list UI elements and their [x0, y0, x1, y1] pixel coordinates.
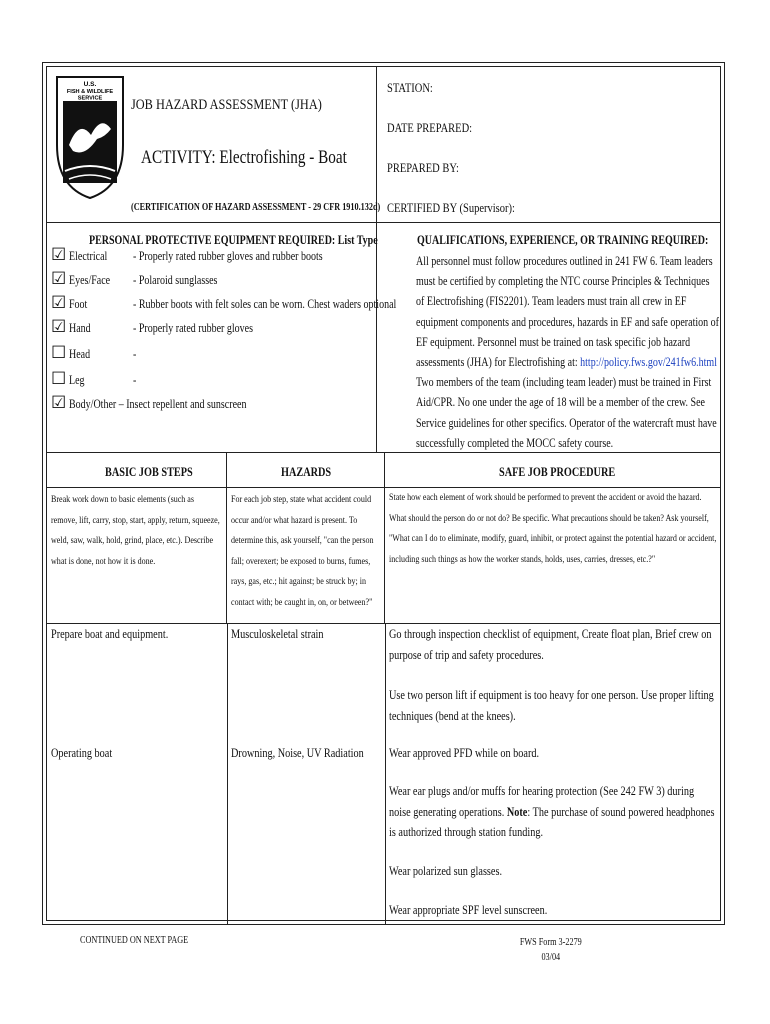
row2-procedure-2	[389, 781, 717, 843]
row2-procedure-1: Wear approved PFD while on board.	[389, 746, 540, 760]
certified-by-label: CERTIFIED BY (Supervisor):	[387, 201, 515, 215]
ppe-item-desc: - Properly rated rubber gloves and rubber boots	[133, 249, 323, 263]
ppe-section	[47, 223, 397, 453]
ppe-item-desc: -	[133, 347, 137, 361]
col-header-hazards	[227, 453, 385, 488]
form-id: FWS Form 3-2279	[519, 937, 582, 948]
ppe-item-label: Hand	[69, 321, 91, 335]
instr-procedure-cell	[385, 488, 720, 624]
logo-text-service: SERVICE	[77, 95, 103, 102]
instr-hazards-cell	[227, 488, 385, 624]
row2-note-label: Note	[506, 804, 528, 819]
row1-procedure-1: Go through inspection checklist of equipment, Create float plan, Brief crew on purpose of trip and safety procedures.	[389, 627, 712, 662]
instr-procedure: State how each element of work should be performed to prevent the accident or avoid the hazard. What should the person do or not do? Be specific. What precautions should be taken? Ask yourself, "What can I do to eliminate, modify, guard, inhibit, or protect against the potential hazard or accident, including such things as how the worker stands, holds, uses, carries, dresses, etc.?"	[389, 492, 717, 565]
ppe-item-desc: -	[133, 373, 137, 387]
jha-form	[42, 62, 725, 925]
date-prepared-label: DATE PREPARED:	[387, 121, 473, 135]
row2-step: Operating boat	[51, 746, 113, 760]
checkbox-checked-icon[interactable]: ☑	[51, 269, 67, 288]
row1-step: Prepare boat and equipment.	[51, 627, 169, 641]
instr-hazards: For each job step, state what accident could occur and/or what hazard is present. To determine this, ask yourself, "can the person fall; overexert; be exposed to burns, fumes, rays, gas, etc.; hit against; be struck by; in contact with; be caught in, on, or between?"	[231, 494, 374, 608]
row2-procedure-4: Wear appropriate SPF level sunscreen.	[389, 903, 548, 917]
ppe-item-label: Foot	[69, 297, 88, 311]
col-header-steps-label: BASIC JOB STEPS	[105, 465, 193, 479]
prepared-by-label: PREPARED BY:	[387, 161, 459, 175]
form-date: 03/04	[541, 952, 561, 963]
ppe-item-label: Eyes/Face	[69, 273, 111, 287]
ppe-item-label: Leg	[69, 373, 85, 387]
policy-link[interactable]: http://policy.fws.gov/241fw6.html	[580, 355, 717, 370]
header-left	[47, 67, 381, 223]
row2-procedure-3: Wear polarized sun glasses.	[389, 864, 503, 878]
divider-hazards-procedure	[385, 624, 386, 924]
checkbox-checked-icon[interactable]: ☑	[51, 293, 67, 312]
certification-note: (CERTIFICATION OF HAZARD ASSESSMENT - 29 CFR 1910.132d)	[131, 202, 381, 213]
qualifications-title: QUALIFICATIONS, EXPERIENCE, OR TRAINING REQUIRED:	[417, 233, 709, 247]
instr-steps-cell	[47, 488, 227, 624]
form-title: JOB HAZARD ASSESSMENT (JHA)	[131, 97, 322, 113]
logo-text-us: U.S.	[83, 81, 97, 88]
col-header-steps	[47, 453, 227, 488]
ppe-item-label: Electrical	[69, 249, 108, 263]
row2-procedure-2-main: Wear ear plugs and/or muffs for hearing protection (See 242 FW 3) during noise generating operations.	[389, 784, 695, 819]
row2-hazard: Drowning, Noise, UV Radiation	[231, 746, 364, 760]
checkbox-checked-icon[interactable]: ☑	[51, 393, 67, 412]
ppe-item-desc: - Polaroid sunglasses	[133, 273, 218, 287]
checkbox-empty-icon[interactable]: ☐	[51, 369, 67, 388]
qualifications-section	[377, 223, 720, 453]
col-header-procedure	[385, 453, 720, 488]
col-header-procedure-label: SAFE JOB PROCEDURE	[499, 465, 616, 479]
form-number	[518, 935, 584, 965]
qualifications-text-before: All personnel must follow procedures outlined in 241 FW 6. Team leaders must be certified by completing the NTC course Principles & Techniques of Electrofishing (FIS2201). Team leaders must train all crew in EF equipment components and procedures, hazards in EF and safe operation of EF equipment. Personnel must be trained on task specific job hazard assessments (JHA) for Electrofishing at:	[416, 254, 719, 370]
continued-note: CONTINUED ON NEXT PAGE	[80, 935, 189, 946]
row1-hazard: Musculoskeletal strain	[231, 627, 324, 641]
qualifications-text-after: Two members of the team (including team leader) must be trained in First Aid/CPR. No one under the age of 18 will be a member of the crew. See Service guidelines for other specifics. Operator of the watercraft must have successfully completed the MOCC safety course.	[416, 375, 717, 450]
station-label: STATION:	[387, 81, 433, 95]
checkbox-checked-icon[interactable]: ☑	[51, 317, 67, 336]
checkbox-empty-icon[interactable]: ☐	[51, 343, 67, 362]
divider-steps-hazards	[227, 624, 228, 924]
qualifications-text	[416, 251, 720, 453]
ppe-item-label: Head	[69, 347, 91, 361]
form-inner	[46, 66, 721, 921]
ppe-item-label: Body/Other – Insect repellent and sunscreen	[69, 397, 247, 411]
row1-procedure-2: Use two person lift if equipment is too heavy for one person. Use proper lifting techniques (bend at the knees).	[389, 688, 714, 723]
checkbox-checked-icon[interactable]: ☑	[51, 245, 67, 264]
activity-title: ACTIVITY: Electrofishing - Boat	[141, 147, 347, 168]
ppe-item-desc: - Rubber boots with felt soles can be worn. Chest waders optional	[133, 297, 397, 311]
ppe-item-desc: - Properly rated rubber gloves	[133, 321, 253, 335]
row2-note-text: : The purchase of sound powered headphones is authorized through station funding.	[389, 804, 715, 839]
fws-logo-icon	[55, 75, 125, 200]
col-header-hazards-label: HAZARDS	[281, 465, 332, 479]
ppe-title: PERSONAL PROTECTIVE EQUIPMENT REQUIRED: List Type	[89, 233, 378, 247]
header-right	[377, 67, 720, 223]
instr-steps: Break work down to basic elements (such as remove, lift, carry, stop, start, apply, return, squeeze, weld, saw, walk, hold, grind, place, etc.). Describe what is done, not how it is done.	[51, 494, 220, 567]
logo-text-fws: FISH & WILDLIFE	[66, 89, 114, 95]
